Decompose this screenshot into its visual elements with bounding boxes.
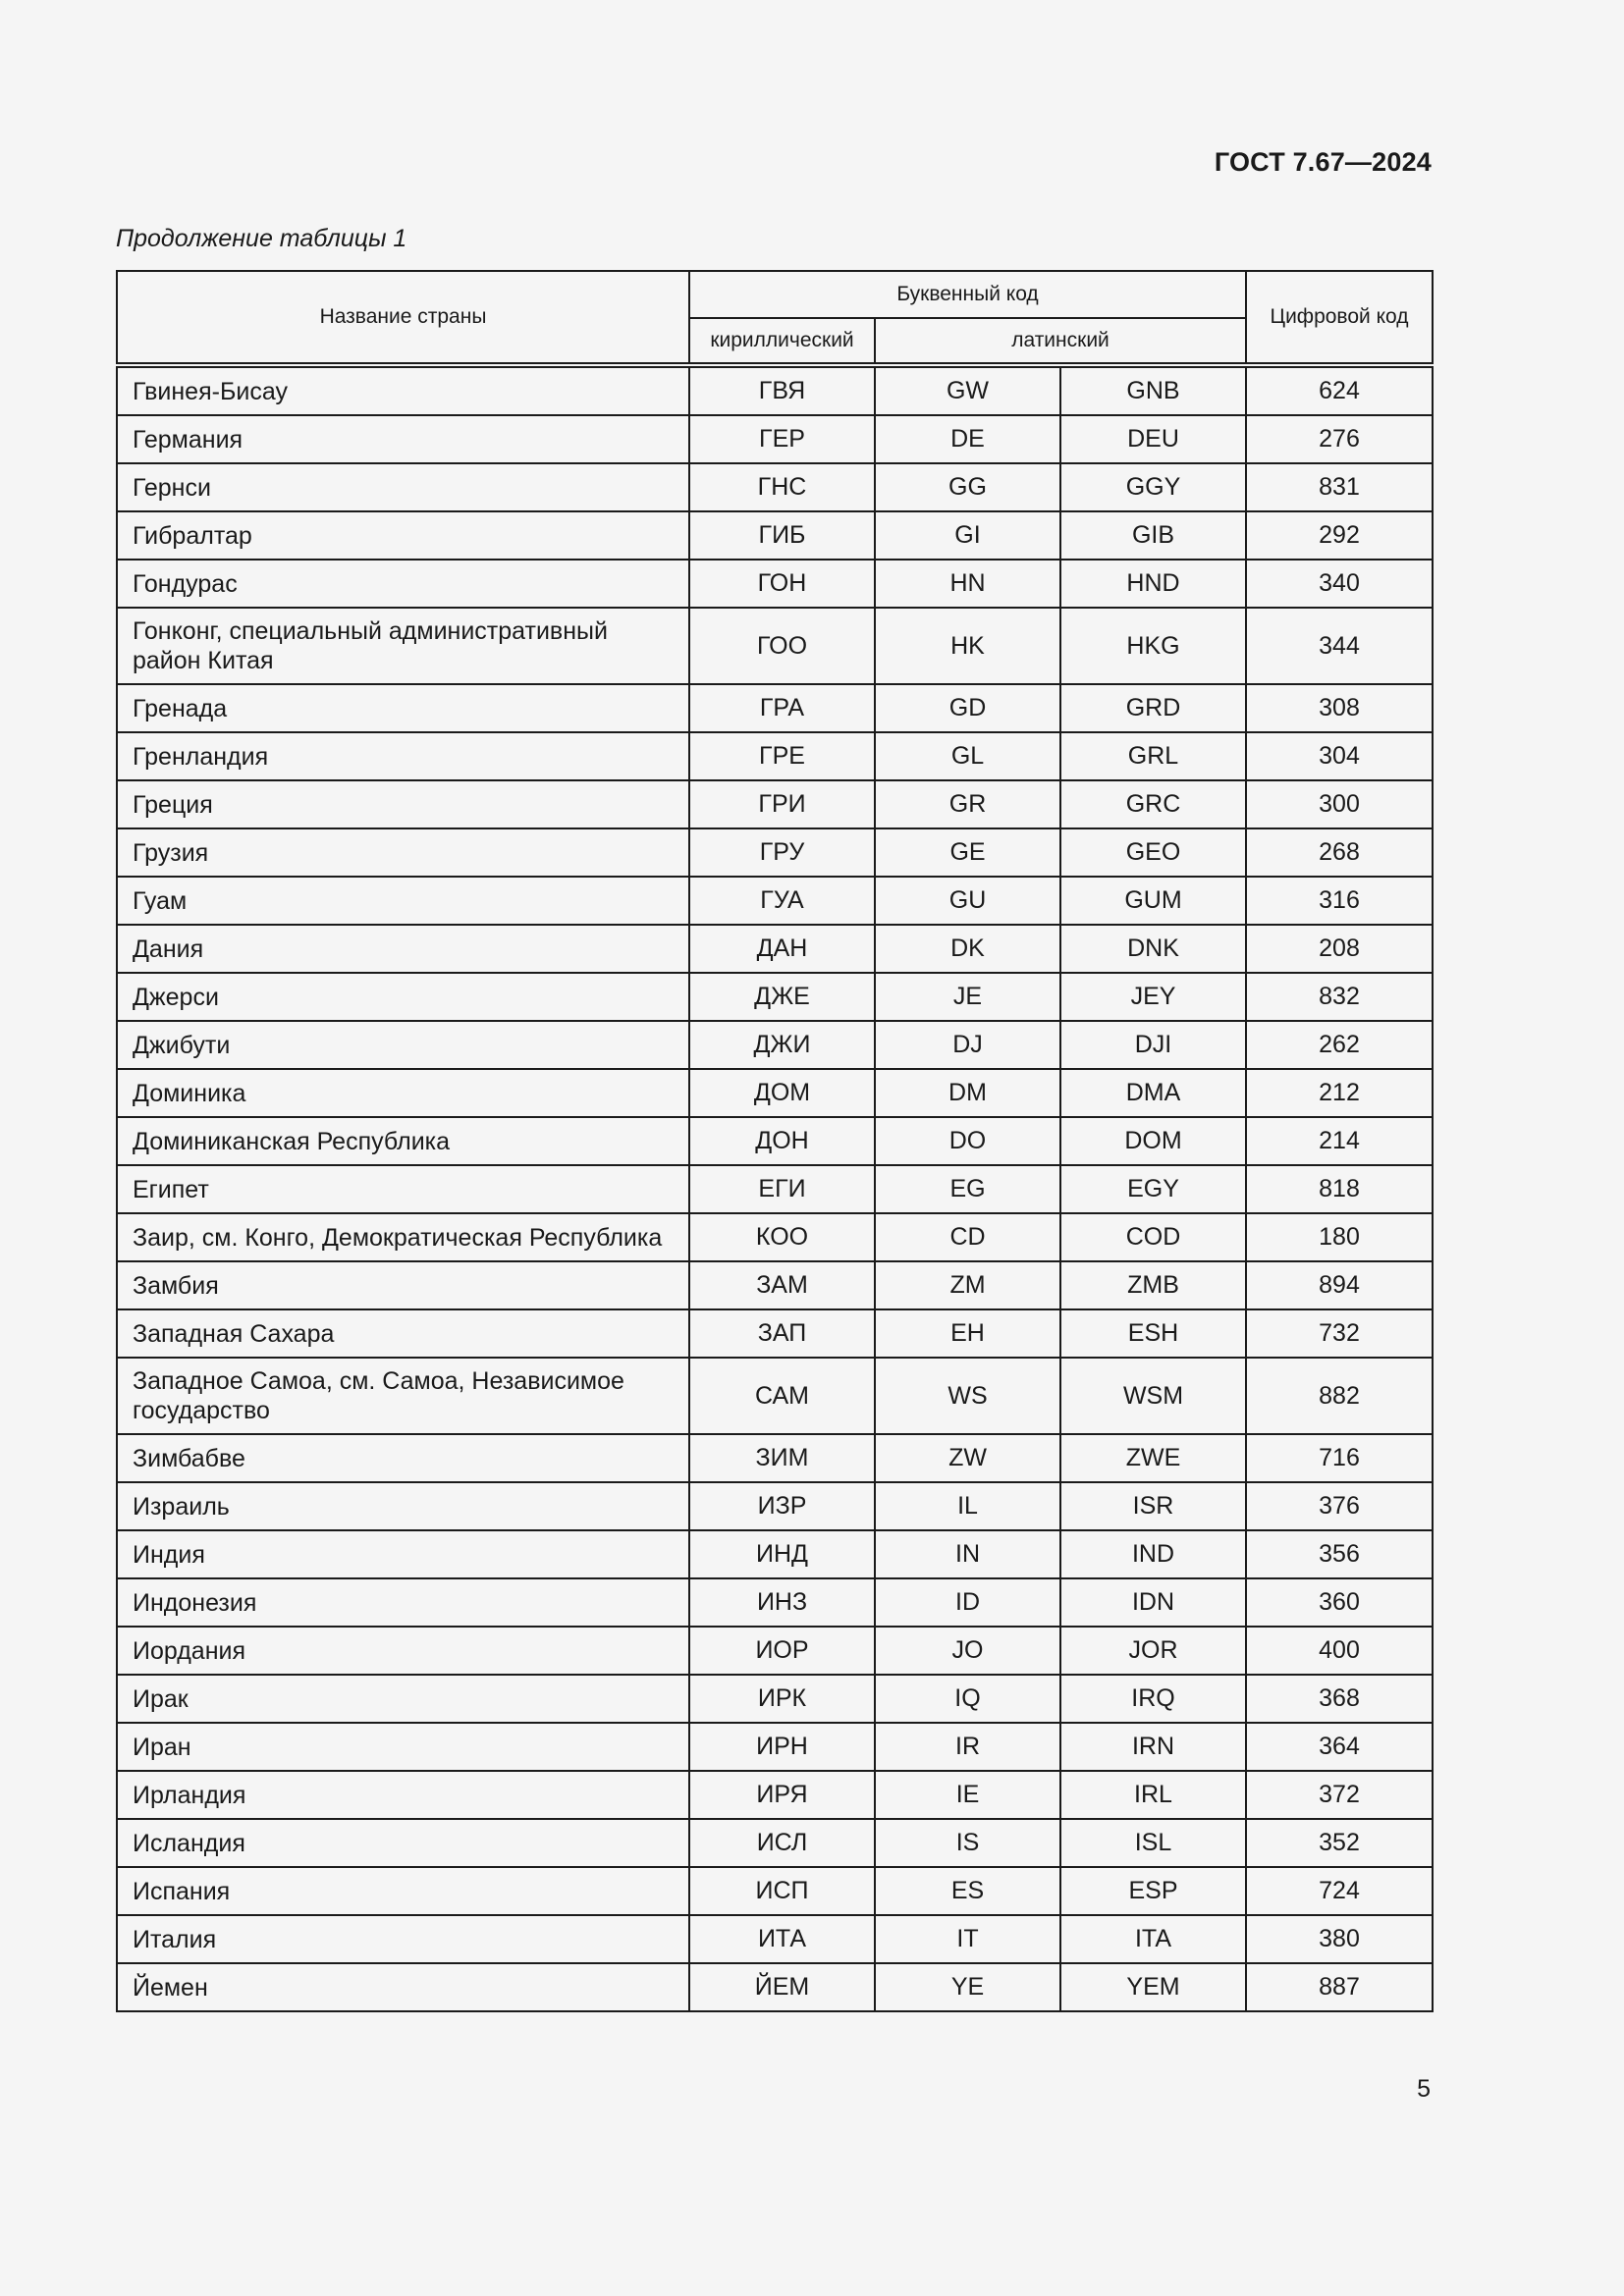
country-name-cell: Джерси [117,973,689,1021]
cyrillic-code-cell: ЗИМ [689,1434,875,1482]
table-row [117,732,1433,780]
numeric-code-cell: 316 [1246,877,1433,925]
latin-alpha2-cell: GI [875,511,1060,560]
cyrillic-code-cell: ГВЯ [689,365,875,415]
table-row [117,1578,1433,1627]
cyrillic-code-cell: ГРИ [689,780,875,828]
country-name-cell: Греция [117,780,689,828]
country-name-cell: Ирак [117,1675,689,1723]
latin-alpha2-cell: WS [875,1358,1060,1434]
table-row [117,1675,1433,1723]
cyrillic-code-cell: КОО [689,1213,875,1261]
country-codes-table [116,270,1434,2012]
country-name-cell: Гонконг, специальный административный район Китая [117,608,689,684]
table-row [117,1358,1433,1434]
country-name-cell: Дания [117,925,689,973]
country-name-cell: Испания [117,1867,689,1915]
latin-alpha3-cell: IND [1060,1530,1246,1578]
latin-alpha2-cell: JE [875,973,1060,1021]
numeric-code-cell: 352 [1246,1819,1433,1867]
country-name-cell: Западная Сахара [117,1309,689,1358]
latin-alpha2-cell: JO [875,1627,1060,1675]
table-row [117,1434,1433,1482]
latin-alpha3-cell: DEU [1060,415,1246,463]
table-row [117,828,1433,877]
cyrillic-code-cell: ГУА [689,877,875,925]
latin-alpha2-cell: DM [875,1069,1060,1117]
latin-alpha3-cell: IRN [1060,1723,1246,1771]
numeric-code-cell: 818 [1246,1165,1433,1213]
document-code: ГОСТ 7.67—2024 [1214,147,1432,177]
table-row [117,1627,1433,1675]
table-row [117,463,1433,511]
latin-alpha3-cell: ESP [1060,1867,1246,1915]
latin-alpha2-cell: IT [875,1915,1060,1963]
table-row [117,1309,1433,1358]
country-name-cell: Иран [117,1723,689,1771]
latin-alpha2-cell: HN [875,560,1060,608]
table-header [117,271,1433,365]
latin-alpha2-cell: YE [875,1963,1060,2011]
country-name-cell: Индия [117,1530,689,1578]
latin-alpha2-cell: ZM [875,1261,1060,1309]
latin-alpha2-cell: DJ [875,1021,1060,1069]
header-country-name: Название страны [117,271,689,365]
cyrillic-code-cell: ГРЕ [689,732,875,780]
table-row [117,973,1433,1021]
numeric-code-cell: 360 [1246,1578,1433,1627]
country-name-cell: Зимбабве [117,1434,689,1482]
country-name-cell: Гренада [117,684,689,732]
latin-alpha3-cell: HKG [1060,608,1246,684]
latin-alpha2-cell: HK [875,608,1060,684]
latin-alpha2-cell: GL [875,732,1060,780]
header-cyrillic: кириллический [689,318,875,365]
table-row [117,1915,1433,1963]
country-name-cell: Гуам [117,877,689,925]
latin-alpha2-cell: EH [875,1309,1060,1358]
table-body [117,365,1433,2011]
numeric-code-cell: 887 [1246,1963,1433,2011]
latin-alpha3-cell: DMA [1060,1069,1246,1117]
country-name-cell: Гибралтар [117,511,689,560]
country-name-cell: Доминиканская Республика [117,1117,689,1165]
latin-alpha3-cell: DNK [1060,925,1246,973]
cyrillic-code-cell: ГЕР [689,415,875,463]
country-name-cell: Йемен [117,1963,689,2011]
cyrillic-code-cell: ДЖИ [689,1021,875,1069]
cyrillic-code-cell: ГРУ [689,828,875,877]
numeric-code-cell: 214 [1246,1117,1433,1165]
cyrillic-code-cell: ЕГИ [689,1165,875,1213]
table-row [117,415,1433,463]
numeric-code-cell: 180 [1246,1213,1433,1261]
table-row [117,608,1433,684]
latin-alpha2-cell: GU [875,877,1060,925]
cyrillic-code-cell: ДАН [689,925,875,973]
table-caption: Продолжение таблицы 1 [116,225,407,252]
numeric-code-cell: 624 [1246,365,1433,415]
country-name-cell: Германия [117,415,689,463]
country-name-cell: Замбия [117,1261,689,1309]
page-number: 5 [1417,2075,1431,2103]
table-row [117,560,1433,608]
numeric-code-cell: 356 [1246,1530,1433,1578]
cyrillic-code-cell: САМ [689,1358,875,1434]
cyrillic-code-cell: ЙЕМ [689,1963,875,2011]
table-row [117,365,1433,415]
numeric-code-cell: 832 [1246,973,1433,1021]
numeric-code-cell: 831 [1246,463,1433,511]
latin-alpha2-cell: GW [875,365,1060,415]
latin-alpha3-cell: ZWE [1060,1434,1246,1482]
latin-alpha3-cell: ISR [1060,1482,1246,1530]
table-row [117,684,1433,732]
cyrillic-code-cell: ИНЗ [689,1578,875,1627]
table-row [117,1213,1433,1261]
latin-alpha2-cell: IE [875,1771,1060,1819]
cyrillic-code-cell: ДОМ [689,1069,875,1117]
numeric-code-cell: 212 [1246,1069,1433,1117]
latin-alpha3-cell: IRL [1060,1771,1246,1819]
latin-alpha3-cell: ISL [1060,1819,1246,1867]
country-name-cell: Израиль [117,1482,689,1530]
country-name-cell: Джибути [117,1021,689,1069]
latin-alpha2-cell: IQ [875,1675,1060,1723]
cyrillic-code-cell: ДОН [689,1117,875,1165]
numeric-code-cell: 364 [1246,1723,1433,1771]
numeric-code-cell: 716 [1246,1434,1433,1482]
country-name-cell: Гвинея-Бисау [117,365,689,415]
latin-alpha2-cell: GR [875,780,1060,828]
table-row [117,1482,1433,1530]
cyrillic-code-cell: ИСЛ [689,1819,875,1867]
country-name-cell: Грузия [117,828,689,877]
header-letter-code: Буквенный код [689,271,1246,318]
numeric-code-cell: 368 [1246,1675,1433,1723]
cyrillic-code-cell: ИСП [689,1867,875,1915]
table-row [117,1021,1433,1069]
table-row [117,1165,1433,1213]
cyrillic-code-cell: ИНД [689,1530,875,1578]
cyrillic-code-cell: ИЗР [689,1482,875,1530]
latin-alpha2-cell: IR [875,1723,1060,1771]
latin-alpha2-cell: ES [875,1867,1060,1915]
latin-alpha3-cell: YEM [1060,1963,1246,2011]
cyrillic-code-cell: ГРА [689,684,875,732]
numeric-code-cell: 268 [1246,828,1433,877]
latin-alpha3-cell: GNB [1060,365,1246,415]
latin-alpha3-cell: ZMB [1060,1261,1246,1309]
country-name-cell: Иордания [117,1627,689,1675]
table-row [117,511,1433,560]
cyrillic-code-cell: ГОН [689,560,875,608]
latin-alpha2-cell: IL [875,1482,1060,1530]
table-row [117,1530,1433,1578]
latin-alpha3-cell: DOM [1060,1117,1246,1165]
table-row [117,1963,1433,2011]
numeric-code-cell: 304 [1246,732,1433,780]
country-name-cell: Исландия [117,1819,689,1867]
table-row [117,1723,1433,1771]
latin-alpha3-cell: DJI [1060,1021,1246,1069]
latin-alpha2-cell: GD [875,684,1060,732]
latin-alpha3-cell: GRL [1060,732,1246,780]
latin-alpha3-cell: GRC [1060,780,1246,828]
latin-alpha3-cell: IRQ [1060,1675,1246,1723]
latin-alpha2-cell: ID [875,1578,1060,1627]
numeric-code-cell: 340 [1246,560,1433,608]
numeric-code-cell: 376 [1246,1482,1433,1530]
country-name-cell: Италия [117,1915,689,1963]
numeric-code-cell: 380 [1246,1915,1433,1963]
table-row [117,1771,1433,1819]
numeric-code-cell: 300 [1246,780,1433,828]
country-name-cell: Ирландия [117,1771,689,1819]
table-row [117,877,1433,925]
table-row [117,1117,1433,1165]
numeric-code-cell: 344 [1246,608,1433,684]
latin-alpha3-cell: WSM [1060,1358,1246,1434]
latin-alpha2-cell: DK [875,925,1060,973]
numeric-code-cell: 724 [1246,1867,1433,1915]
numeric-code-cell: 208 [1246,925,1433,973]
latin-alpha2-cell: IS [875,1819,1060,1867]
numeric-code-cell: 308 [1246,684,1433,732]
country-name-cell: Заир, см. Конго, Демократическая Республика [117,1213,689,1261]
country-name-cell: Египет [117,1165,689,1213]
country-name-cell: Гондурас [117,560,689,608]
latin-alpha3-cell: COD [1060,1213,1246,1261]
cyrillic-code-cell: ГИБ [689,511,875,560]
latin-alpha2-cell: IN [875,1530,1060,1578]
latin-alpha3-cell: JEY [1060,973,1246,1021]
numeric-code-cell: 276 [1246,415,1433,463]
cyrillic-code-cell: ДЖЕ [689,973,875,1021]
cyrillic-code-cell: ЗАП [689,1309,875,1358]
cyrillic-code-cell: ЗАМ [689,1261,875,1309]
latin-alpha3-cell: HND [1060,560,1246,608]
cyrillic-code-cell: ГОО [689,608,875,684]
latin-alpha2-cell: DO [875,1117,1060,1165]
table-row [117,1069,1433,1117]
latin-alpha3-cell: GGY [1060,463,1246,511]
latin-alpha3-cell: EGY [1060,1165,1246,1213]
country-name-cell: Гренландия [117,732,689,780]
latin-alpha3-cell: GRD [1060,684,1246,732]
table-row [117,1819,1433,1867]
latin-alpha2-cell: DE [875,415,1060,463]
cyrillic-code-cell: ГНС [689,463,875,511]
header-numeric-code: Цифровой код [1246,271,1433,365]
numeric-code-cell: 732 [1246,1309,1433,1358]
numeric-code-cell: 882 [1246,1358,1433,1434]
latin-alpha3-cell: IDN [1060,1578,1246,1627]
country-name-cell: Индонезия [117,1578,689,1627]
latin-alpha2-cell: ZW [875,1434,1060,1482]
cyrillic-code-cell: ИОР [689,1627,875,1675]
table-row [117,925,1433,973]
country-name-cell: Западное Самоа, см. Самоа, Независимое государство [117,1358,689,1434]
numeric-code-cell: 262 [1246,1021,1433,1069]
country-name-cell: Доминика [117,1069,689,1117]
latin-alpha3-cell: GIB [1060,511,1246,560]
cyrillic-code-cell: ИТА [689,1915,875,1963]
latin-alpha2-cell: EG [875,1165,1060,1213]
numeric-code-cell: 372 [1246,1771,1433,1819]
latin-alpha3-cell: GEO [1060,828,1246,877]
latin-alpha3-cell: GUM [1060,877,1246,925]
numeric-code-cell: 292 [1246,511,1433,560]
latin-alpha2-cell: GG [875,463,1060,511]
numeric-code-cell: 400 [1246,1627,1433,1675]
header-latin: латинский [875,318,1246,365]
latin-alpha2-cell: GE [875,828,1060,877]
country-name-cell: Гернси [117,463,689,511]
table-row [117,780,1433,828]
latin-alpha3-cell: ITA [1060,1915,1246,1963]
cyrillic-code-cell: ИРК [689,1675,875,1723]
latin-alpha3-cell: JOR [1060,1627,1246,1675]
latin-alpha2-cell: CD [875,1213,1060,1261]
cyrillic-code-cell: ИРЯ [689,1771,875,1819]
table-row [117,1261,1433,1309]
latin-alpha3-cell: ESH [1060,1309,1246,1358]
table-row [117,1867,1433,1915]
numeric-code-cell: 894 [1246,1261,1433,1309]
cyrillic-code-cell: ИРН [689,1723,875,1771]
